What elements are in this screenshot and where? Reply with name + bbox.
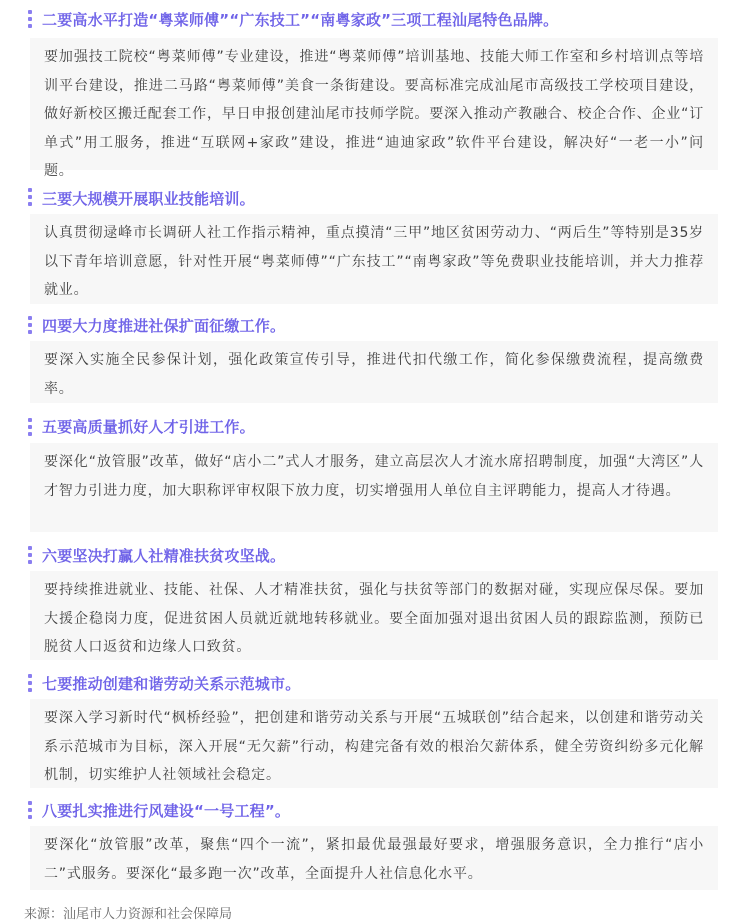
section-heading: 四要大力度推进社保扩面征缴工作。 — [42, 317, 286, 335]
section-body: 要深化“放管服”改革，聚焦“四个一流”，紧扣最优最强最好要求，增强服务意识，全力推行“店小二”式服务。要深化“最多跑一次”改革，全面提升人社信息化水平。 — [44, 837, 704, 882]
section-marker-dots — [28, 188, 32, 206]
section-marker-dots — [28, 316, 32, 334]
section-marker-dots — [28, 546, 32, 564]
section-body-box — [30, 699, 718, 788]
section-heading: 二要高水平打造“粤菜师傅”“广东技工”“南粤家政”三项工程汕尾特色品牌。 — [42, 11, 559, 29]
section-heading: 三要大规模开展职业技能培训。 — [42, 190, 255, 208]
section-marker-dots — [28, 801, 32, 819]
section-body: 要加强技工院校“粤菜师傅”专业建设，推进“粤菜师傅”培训基地、技能大师工作室和乡村培训点等培训平台建设，推进二马路“粤菜师傅”美食一条街建设。要高标准完成汕尾市高级技工学校项目建设，做好新校区搬迁配套工作，早日申报创建汕尾市技师学院。要深入推动产教融合、校企合作、企业“订单式”用工服务，推进“互联网+家政”建设，推进“迪迪家政”软件平台建设，解决好“一老一小”问题。 — [44, 49, 704, 179]
section-body-box — [30, 571, 718, 660]
section-body: 要深入实施全民参保计划，强化政策宣传引导，推进代扣代缴工作，简化参保缴费流程，提高缴费率。 — [44, 352, 704, 397]
section-body: 认真贯彻逯峰市长调研人社工作指示精神，重点摸清“三甲”地区贫困劳动力、“两后生”等特别是35岁以下青年培训意愿，针对性开展“粤菜师傅”“广东技工”“南粤家政”等免费职业技能培训，并大力推荐就业。 — [44, 225, 704, 298]
section-body-box — [30, 826, 718, 890]
section-body: 要深入学习新时代“枫桥经验”，把创建和谐劳动关系与开展“五城联创”结合起来，以创建和谐劳动关系示范城市为目标，深入开展“无欠薪”行动，构建完备有效的根治欠薪体系，健全劳资纠纷多元化解机制，切实维护人社领域社会稳定。 — [44, 710, 704, 783]
section-heading: 八要扎实推进行风建设“一号工程”。 — [42, 802, 291, 820]
section-marker-dots — [28, 674, 32, 692]
section-body-box — [30, 214, 718, 304]
section-body: 要持续推进就业、技能、社保、人才精准扶贫，强化与扶贫等部门的数据对碰，实现应保尽保。要加大援企稳岗力度，促进贫困人员就近就地转移就业。要全面加强对退出贫困人员的跟踪监测，预防已脱贫人口返贫和边缘人口致贫。 — [44, 582, 704, 655]
source-attribution: 来源：汕尾市人力资源和社会保障局 — [24, 907, 233, 922]
section-heading: 六要坚决打赢人社精准扶贫攻坚战。 — [42, 547, 286, 565]
section-heading: 七要推动创建和谐劳动关系示范城市。 — [42, 675, 301, 693]
section-body-box — [30, 341, 718, 403]
section-marker-dots — [28, 418, 32, 436]
section-marker-dots — [28, 10, 32, 28]
section-body: 要深化“放管服”改革，做好“店小二”式人才服务，建立高层次人才流水席招聘制度，加强“大湾区”人才智力引进力度，加大职称评审权限下放力度，切实增强用人单位自主评聘能力，提高人才待遇。 — [44, 454, 704, 499]
section-body-box — [30, 443, 718, 532]
section-body-box — [30, 38, 718, 179]
section-heading: 五要高质量抓好人才引进工作。 — [42, 418, 255, 436]
